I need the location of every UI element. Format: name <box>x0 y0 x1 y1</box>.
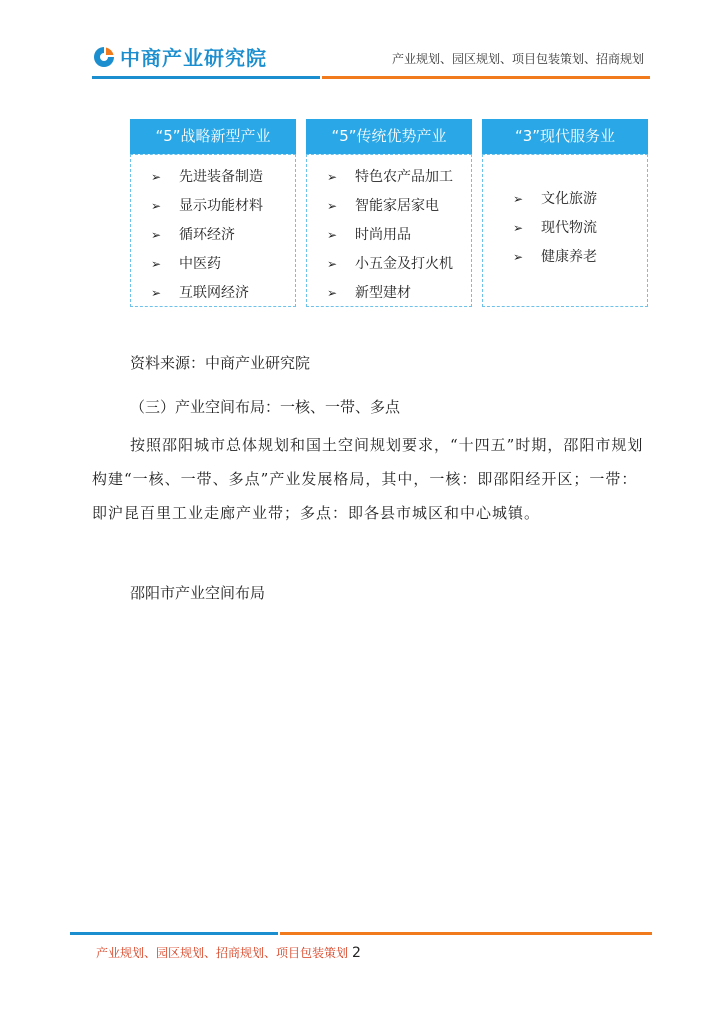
arrow-bullet-icon: ➢ <box>513 192 524 206</box>
body-paragraph: 按照邵阳城市总体规划和国土空间规划要求，“十四五”时期，邵阳市规划构建“一核、一带、多点”产业发展格局，其中，一核：即邵阳经开区；一带：即沪昆百里工业走廊产业带；多点：即各县市城区和中心城镇。 <box>92 436 644 522</box>
industry-box-strategic <box>130 119 296 307</box>
list-item <box>151 250 263 279</box>
page-footer <box>96 944 361 961</box>
source-note: 资料来源：中商产业研究院 <box>130 354 311 372</box>
header-divider-orange <box>322 76 650 79</box>
arrow-bullet-icon: ➢ <box>151 286 162 300</box>
arrow-bullet-icon: ➢ <box>327 257 338 271</box>
list-item <box>513 214 597 243</box>
arrow-bullet-icon: ➢ <box>327 286 338 300</box>
arrow-bullet-icon: ➢ <box>151 257 162 271</box>
footer-divider-orange <box>280 932 652 935</box>
page-header <box>0 0 724 80</box>
item-label: 新型建材 <box>355 285 411 301</box>
section-heading: （三）产业空间布局：一核、一带、多点 <box>130 398 401 416</box>
box-body <box>482 154 648 307</box>
item-label: 循环经济 <box>179 227 235 243</box>
item-label: 智能家居家电 <box>355 198 439 214</box>
item-label: 先进装备制造 <box>179 169 263 185</box>
list-item <box>513 185 597 214</box>
figure-caption: 邵阳市产业空间布局 <box>130 584 266 602</box>
list-item <box>327 250 453 279</box>
list-item <box>327 221 453 250</box>
item-label: 特色农产品加工 <box>355 169 453 185</box>
arrow-bullet-icon: ➢ <box>327 170 338 184</box>
list-item <box>513 243 597 272</box>
logo-icon <box>92 45 116 69</box>
list-item <box>151 279 263 308</box>
box-body <box>306 154 472 307</box>
list-item <box>327 279 453 308</box>
arrow-bullet-icon: ➢ <box>327 228 338 242</box>
arrow-bullet-icon: ➢ <box>513 221 524 235</box>
industry-box-services <box>482 119 648 307</box>
arrow-bullet-icon: ➢ <box>513 250 524 264</box>
item-label: 文化旅游 <box>541 191 597 207</box>
item-label: 小五金及打火机 <box>355 256 453 272</box>
item-label: 现代物流 <box>541 220 597 236</box>
item-list <box>513 185 597 272</box>
item-list <box>327 163 453 308</box>
item-label: 健康养老 <box>541 249 597 265</box>
header-tagline: 产业规划、园区规划、项目包装策划、招商规划 <box>391 52 644 66</box>
box-title: “5”战略新型产业 <box>130 119 296 154</box>
arrow-bullet-icon: ➢ <box>151 228 162 242</box>
arrow-bullet-icon: ➢ <box>151 199 162 213</box>
item-label: 时尚用品 <box>355 227 411 243</box>
item-label: 显示功能材料 <box>179 198 263 214</box>
industry-box-traditional <box>306 119 472 307</box>
page-number: 2 <box>352 945 361 961</box>
list-item <box>151 192 263 221</box>
header-divider-blue <box>92 76 320 79</box>
item-label: 互联网经济 <box>179 285 249 301</box>
list-item <box>327 163 453 192</box>
arrow-bullet-icon: ➢ <box>327 199 338 213</box>
logo <box>92 42 267 71</box>
list-item <box>151 163 263 192</box>
item-list <box>151 163 263 308</box>
logo-text: 中商产业研究院 <box>120 46 267 70</box>
box-body <box>130 154 296 307</box>
arrow-bullet-icon: ➢ <box>151 170 162 184</box>
footer-divider-blue <box>70 932 278 935</box>
footer-tagline: 产业规划、园区规划、招商规划、项目包装策划 <box>96 946 349 960</box>
item-label: 中医药 <box>179 256 221 272</box>
industry-boxes <box>130 119 648 309</box>
box-title: “3”现代服务业 <box>482 119 648 154</box>
list-item <box>327 192 453 221</box>
box-title: “5”传统优势产业 <box>306 119 472 154</box>
list-item <box>151 221 263 250</box>
